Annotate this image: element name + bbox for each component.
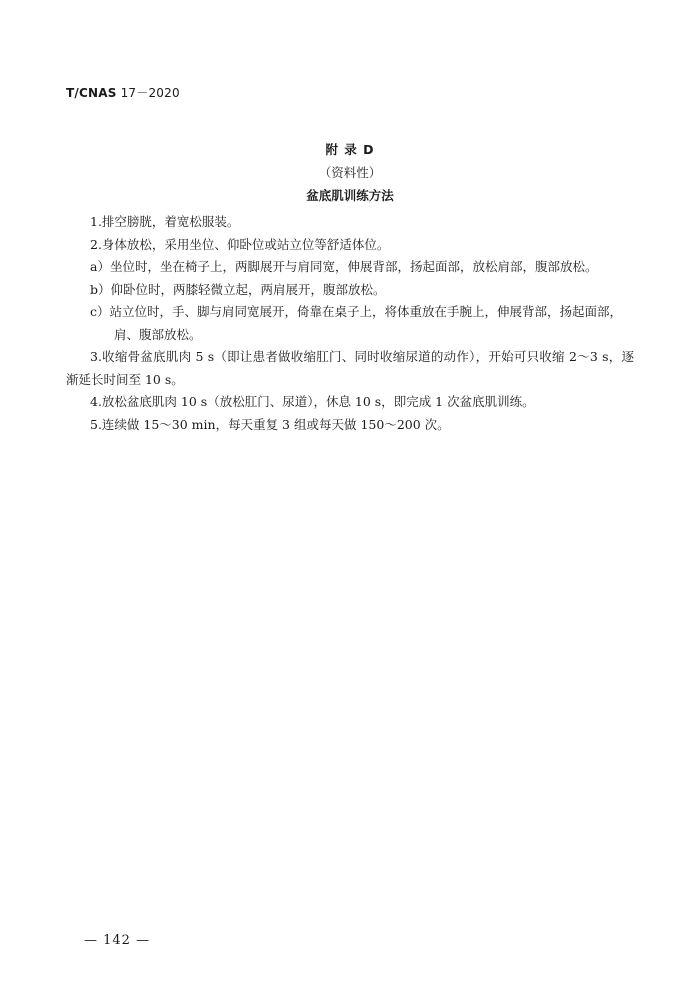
document-code: [66, 84, 180, 101]
list-item-lying: b）仰卧位时，两膝轻微立起，两肩展开，腹部放松。: [90, 281, 386, 297]
paragraph-step-1: 1.排空膀胱，着宽松服装。: [90, 214, 240, 229]
paragraph-step-2: 2.身体放松，采用坐位、仰卧位或站立位等舒适体位。: [90, 236, 390, 252]
page-number: — 142 —: [84, 933, 151, 948]
document-code-year: 17－2020: [116, 86, 180, 100]
appendix-subject: 盆底肌训练方法: [306, 188, 394, 203]
appendix-title: 附 录 D: [325, 142, 375, 157]
paragraph-step-3: 3.收缩骨盆底肌肉 5 s（即让患者做收缩肛门、同时收缩尿道的动作），开始可只收缩 2～3 s，逐渐延长时间至 10 s。: [66, 349, 634, 387]
paragraph-step-5: 5.连续做 15～30 min，每天重复 3 组或每天做 150～200 次。: [90, 416, 450, 432]
list-item-sitting: a）坐位时，坐在椅子上，两脚展开与肩同宽，伸展背部，扬起面部，放松肩部，腹部放松。: [90, 259, 598, 274]
document-code-prefix: T/CNAS: [66, 86, 117, 100]
appendix-body: [66, 211, 634, 436]
list-item-standing: c）站立位时，手、脚与肩同宽展开，倚靠在桌子上，将体重放在手腕上，伸展背部，扬起面部，肩、腹部放松。: [90, 304, 623, 342]
appendix-type: （资料性）: [318, 165, 382, 180]
paragraph-step-4: 4.放松盆底肌肉 10 s（放松肛门、尿道），休息 10 s，即完成 1 次盆底肌训练。: [90, 394, 535, 409]
